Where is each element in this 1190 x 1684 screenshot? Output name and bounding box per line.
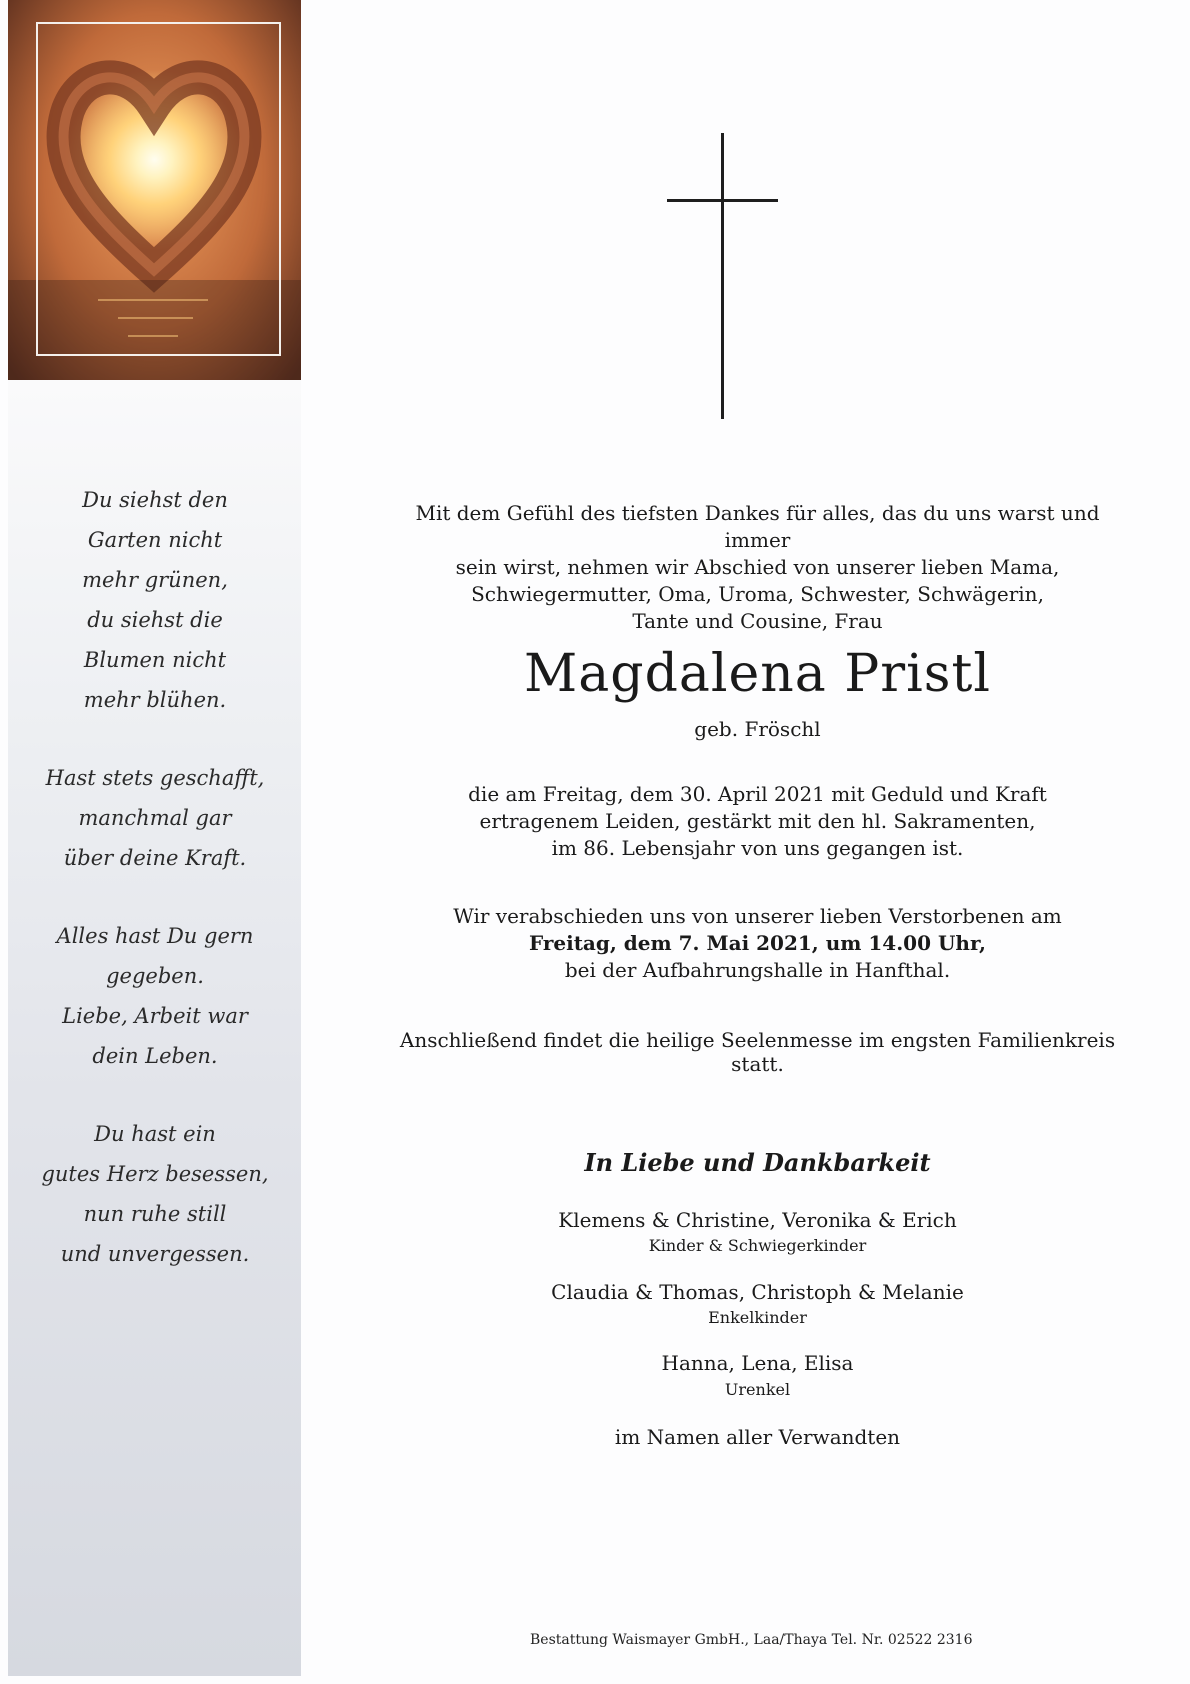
poem-line: Garten nicht	[87, 528, 223, 552]
funeral-details: Wir verabschieden uns von unserer lieben Verstorbenen am Freitag, dem 7. Mai 2021, um 14.00 Uhr, bei der Aufbahrungshalle in Hanfthal.	[385, 903, 1130, 984]
family-group-names: Claudia & Thomas, Christoph & Melanie	[551, 1280, 964, 1304]
mass-notice: Anschließend findet die heilige Seelenmesse im engsten Familienkreis statt.	[399, 1028, 1116, 1076]
poem-line: dein Leben.	[92, 1044, 218, 1068]
photo-frame	[36, 22, 281, 356]
deceased-name: Magdalena Pristl	[524, 644, 991, 704]
family-group-names: Hanna, Lena, Elisa	[661, 1351, 854, 1375]
family-group-relation: Urenkel	[724, 1380, 791, 1399]
heart-hands-sunset-photo	[8, 0, 301, 380]
poem-line: mehr grünen,	[82, 568, 228, 592]
poem-line: Alles hast Du gern	[56, 924, 254, 948]
poem-line: und unvergessen.	[60, 1242, 250, 1266]
death-notice: die am Freitag, dem 30. April 2021 mit Geduld und Kraft ertragenem Leiden, gestärkt mit den hl. Sakramenten, im 86. Lebensjahr von uns gegangen ist.	[468, 782, 1047, 860]
poem-line: nun ruhe still	[83, 1202, 227, 1226]
poem-line: gutes Herz besessen,	[41, 1162, 269, 1186]
cross-icon-bar	[667, 199, 778, 202]
poem-line: gegeben.	[106, 964, 204, 988]
poem-line: Hast stets geschafft,	[45, 766, 265, 790]
poem-line: mehr blühen.	[83, 688, 227, 712]
footer-funeral-home: Bestattung Waismayer GmbH., Laa/Thaya Tel. Nr. 02522 2316	[530, 1632, 973, 1648]
birth-name: geb. Fröschl	[694, 717, 821, 741]
poem	[20, 480, 290, 1274]
poem-line: Blumen nicht	[83, 648, 227, 672]
poem-line: über deine Kraft.	[63, 846, 247, 870]
poem-line: manchmal gar	[78, 806, 232, 830]
poem-line: Du siehst den	[82, 488, 228, 512]
family-group-names: Klemens & Christine, Veronika & Erich	[558, 1208, 957, 1232]
family-group-relation: Kinder & Schwiegerkinder	[648, 1236, 867, 1255]
intro-text: Mit dem Gefühl des tiefsten Dankes für alles, das du uns warst und immer sein wirst, nehmen wir Abschied von unserer lieben Mama, Schwiegermutter, Oma, Uroma, Schwester, Schwägerin, Tante und Cousine, Frau	[415, 501, 1100, 633]
poem-line: du siehst die	[87, 608, 223, 632]
closing-line: im Namen aller Verwandten	[614, 1425, 901, 1449]
poem-line: Du hast ein	[94, 1122, 216, 1146]
cross-icon	[721, 133, 724, 419]
poem-line: Liebe, Arbeit war	[62, 1004, 248, 1028]
signature-heading: In Liebe und Dankbarkeit	[584, 1148, 931, 1177]
funeral-date: Freitag, dem 7. Mai 2021, um 14.00 Uhr,	[528, 931, 987, 955]
family-group-relation: Enkelkinder	[708, 1308, 807, 1327]
